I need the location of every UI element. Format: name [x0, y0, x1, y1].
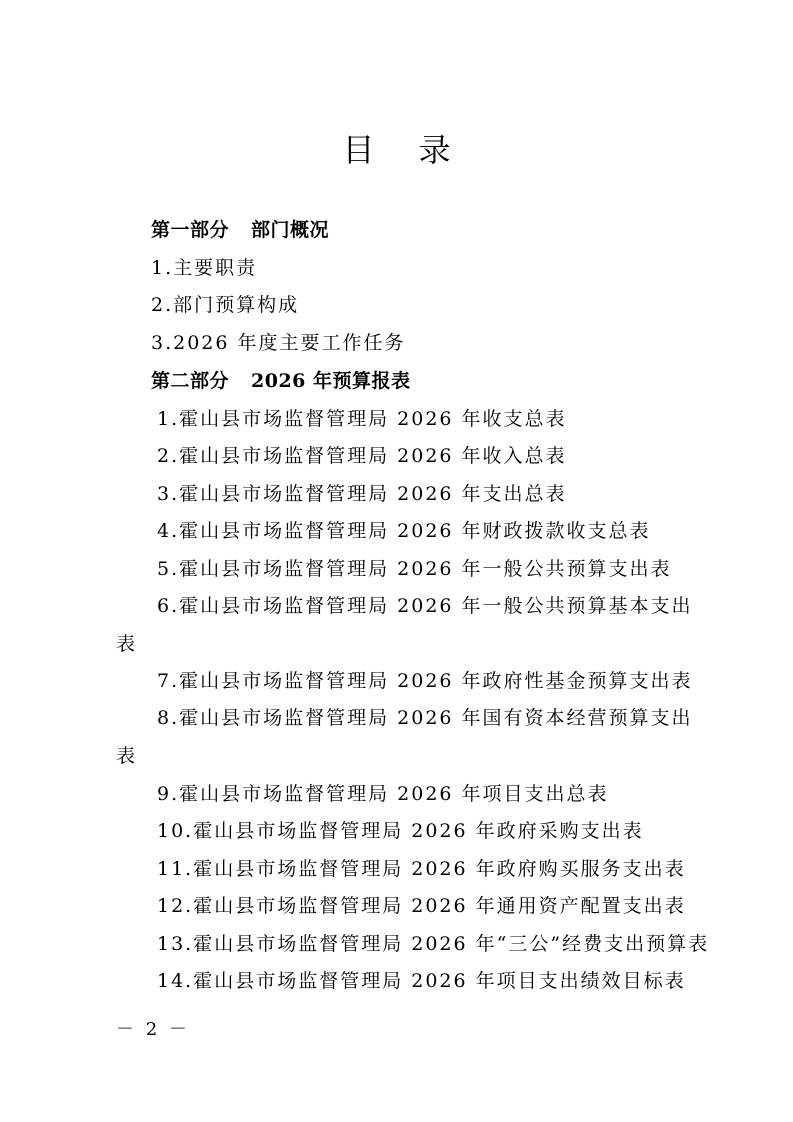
toc-entry: 5.霍山县市场监督管理局 2026 年一般公共预算支出表 — [157, 558, 672, 580]
toc-entry: 3.霍山县市场监督管理局 2026 年支出总表 — [157, 483, 567, 505]
toc-entry: 9.霍山县市场监督管理局 2026 年项目支出总表 — [157, 783, 609, 805]
part2-name: 2026 年预算报表 — [251, 370, 411, 392]
part1-heading — [151, 212, 329, 248]
toc-entry: 7.霍山县市场监督管理局 2026 年政府性基金预算支出表 — [157, 670, 693, 692]
toc-entry: 12.霍山县市场监督管理局 2026 年通用资产配置支出表 — [157, 895, 686, 917]
toc-entry-continuation: 表 — [116, 745, 138, 767]
toc-entry: 4.霍山县市场监督管理局 2026 年财政拨款收支总表 — [157, 520, 651, 542]
part1-name: 部门概况 — [251, 219, 330, 241]
part2-heading — [151, 363, 411, 399]
toc-entry: 2.部门预算构成 — [151, 294, 300, 316]
part1-label: 第一部分 — [151, 219, 230, 241]
part2-label: 第二部分 — [151, 370, 230, 392]
page-title: 目录 — [342, 131, 495, 169]
toc-entry: 13.霍山县市场监督管理局 2026 年“三公”经费支出预算表 — [157, 933, 710, 955]
toc-entry: 10.霍山县市场监督管理局 2026 年政府采购支出表 — [157, 820, 644, 842]
toc-entry: 1.霍山县市场监督管理局 2026 年收支总表 — [157, 408, 567, 430]
toc-entry: 3.2026 年度主要工作任务 — [151, 332, 406, 354]
toc-entry: 6.霍山县市场监督管理局 2026 年一般公共预算基本支出 — [157, 595, 693, 617]
toc-entry: 8.霍山县市场监督管理局 2026 年国有资本经营预算支出 — [157, 707, 693, 729]
toc-entry: 11.霍山县市场监督管理局 2026 年政府购买服务支出表 — [157, 858, 686, 880]
page-number: － 2 － — [116, 1019, 190, 1040]
toc-entry-continuation: 表 — [116, 633, 138, 655]
toc-entry: 14.霍山县市场监督管理局 2026 年项目支出绩效目标表 — [157, 970, 686, 992]
toc-entry: 2.霍山县市场监督管理局 2026 年收入总表 — [157, 445, 567, 467]
toc-entry: 1.主要职责 — [151, 257, 258, 279]
